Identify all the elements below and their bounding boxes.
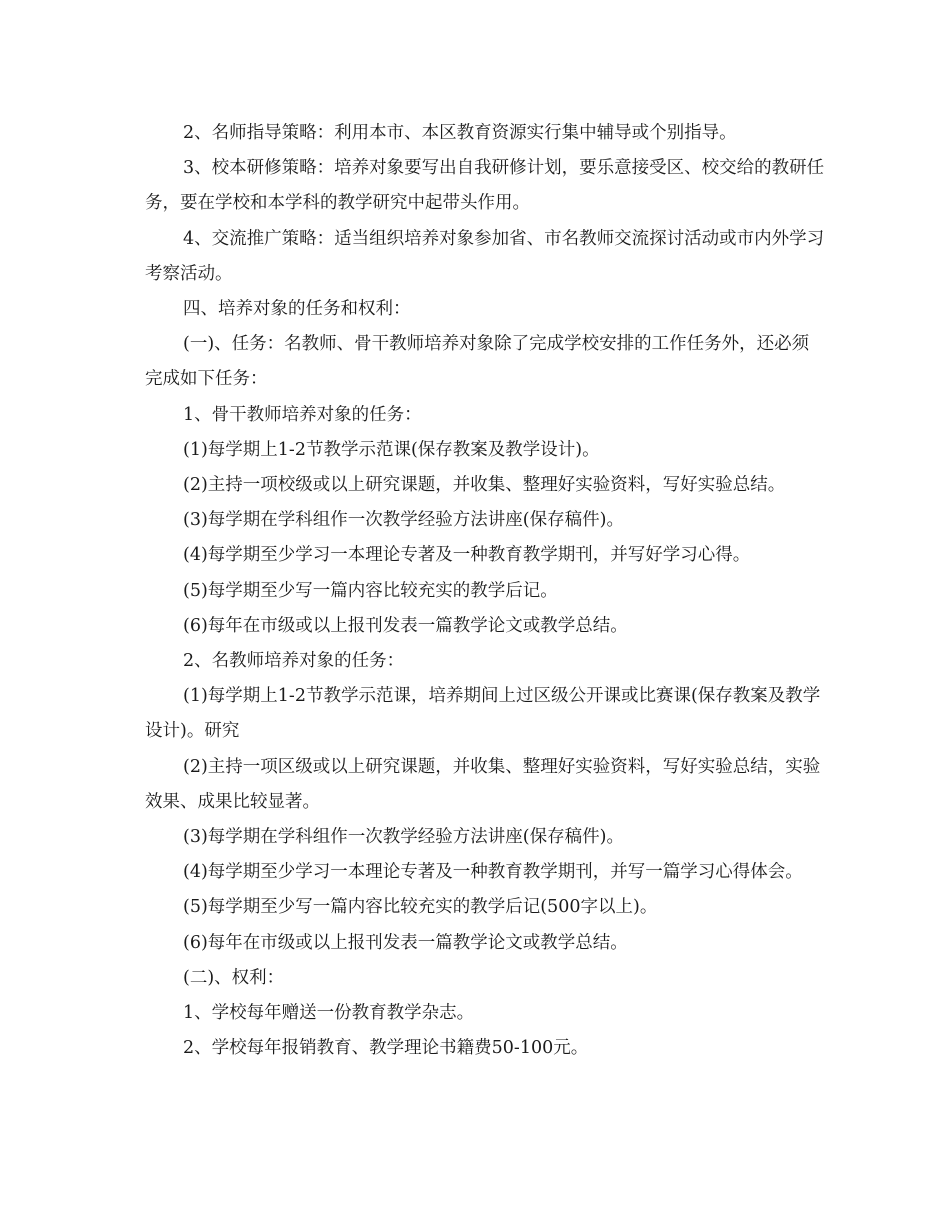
list-item: (1)每学期上1-2节教学示范课，培养期间上过区级公开课或比赛课(保存教案及教学设计)。研究 (145, 686, 821, 742)
list-item: (3)每学期在学科组作一次教学经验方法讲座(保存稿件)。 (183, 827, 624, 848)
list-item: (1)每学期上1-2节教学示范课(保存教案及教学设计)。 (183, 439, 600, 460)
paragraph-mentor-strategy: 2、名师指导策略：利用本市、本区教育资源实行集中辅导或个别指导。 (183, 123, 737, 143)
subheading-backbone-tasks: 1、骨干教师培养对象的任务： (183, 404, 422, 425)
section-heading-tasks-rights: 四、培养对象的任务和权利： (183, 299, 411, 320)
list-item: (6)每年在市级或以上报刊发表一篇教学论文或教学总结。 (183, 615, 628, 636)
list-item: (5)每学期至少写一篇内容比较充实的教学后记(500字以上)。 (183, 897, 658, 918)
list-item: 1、学校每年赠送一份教育教学杂志。 (183, 1003, 475, 1024)
paragraph-exchange-strategy: 4、交流推广策略：适当组织培养对象参加省、市名教师交流探讨活动或市内外学习考察活动。 (145, 228, 825, 284)
paragraph-school-research-strategy: 3、校本研修策略：培养对象要写出自我研修计划，要乐意接受区、校交给的教研任务，要在学校和本学科的教学研究中起带头作用。 (145, 158, 825, 214)
subheading-rights: (二)、权利： (183, 967, 285, 988)
document-body (145, 116, 825, 1066)
list-item: (4)每学期至少学习一本理论专著及一种教育教学期刊，并写好学习心得。 (183, 545, 751, 566)
list-item: (6)每年在市级或以上报刊发表一篇教学论文或教学总结。 (183, 932, 628, 953)
list-item: (3)每学期在学科组作一次教学经验方法讲座(保存稿件)。 (183, 510, 624, 531)
subheading-famous-teacher-tasks: 2、名教师培养对象的任务： (183, 651, 405, 672)
list-item: 2、学校每年报销教育、教学理论书籍费50-100元。 (183, 1038, 589, 1059)
list-item: (5)每学期至少写一篇内容比较充实的教学后记。 (183, 580, 558, 601)
list-item: (2)主持一项校级或以上研究课题，并收集、整理好实验资料，写好实验总结。 (183, 475, 786, 496)
list-item: (4)每学期至少学习一本理论专著及一种教育教学期刊，并写一篇学习心得体会。 (183, 862, 803, 883)
paragraph-tasks-intro: (一)、任务：名教师、骨干教师培养对象除了完成学校安排的工作任务外，还必须 完成如下任务： (145, 334, 815, 390)
list-item: (2)主持一项区级或以上研究课题，并收集、整理好实验资料，写好实验总结，实验效果、成果比较显著。 (145, 756, 821, 812)
